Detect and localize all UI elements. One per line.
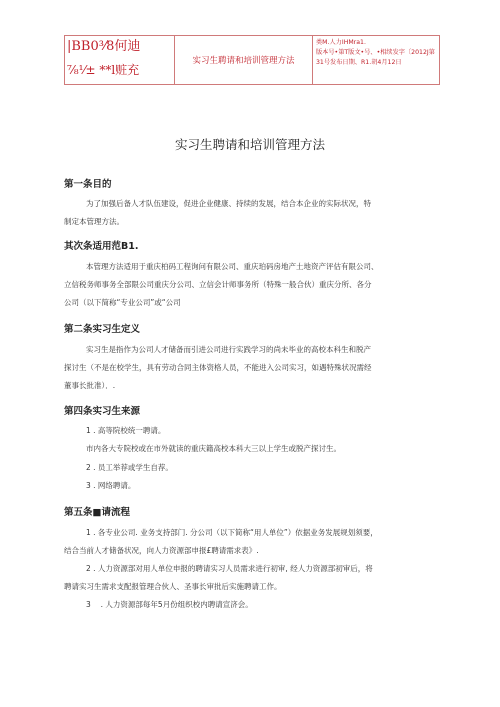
paragraph-line: 3 . 网络聘请。: [86, 481, 136, 490]
meta-issue-date: 31号发布日期、R1.胡4月12日: [316, 59, 402, 66]
paragraph-line: 结合当前人才储备状况，向人力资源部申报£聘请需求表》.: [64, 546, 259, 555]
paragraph-line: 制定本管理方法。: [64, 217, 124, 226]
paragraph-line: 董事长批准）．.: [64, 381, 116, 390]
paragraph-line: 聘请实习生需求支配报管理合伙人、圣事长审批后实施聘请工作。: [64, 582, 282, 591]
paragraph-line: 1 . 高等院校统一聘请。: [86, 426, 166, 435]
section-heading: 第二条实习生定义: [64, 324, 141, 335]
header-document-meta: [313, 36, 439, 84]
company-logo: [65, 36, 175, 84]
meta-category: 类M.人力IHMra1.: [316, 39, 366, 46]
paragraph-line: 为了加强后备人才队伍建设，促进企业健康、持续的发展，结合本企业的实际状况，特: [86, 199, 371, 208]
paragraph-line: 实习生是指作为公司人才储备而引进公司进行实践学习的尚未毕业的高校本科生和脱产: [86, 345, 371, 354]
page-title: 实习生聘请和培训管理方法: [174, 137, 325, 152]
meta-version: 版本号•第T版文•号、•相续发字〔2012J第: [316, 49, 435, 56]
paragraph-line: 立信税务师事务全部限公司重庆分公司、立信会计师事务所（特殊一般合伙）重庆分所、各分: [64, 280, 372, 289]
header-document-title: 实习生聘请和培训管理方法: [175, 36, 313, 84]
section-heading: 第一条目的: [64, 179, 112, 190]
logo-line-2: ⅞⅟± **l赃充: [67, 63, 140, 77]
section-heading: 第五条■请流程: [64, 507, 130, 518]
paragraph-line: 2 . 人力资源部对用人单位申报的聘请实习人员需求进行初审, 经人力资源部初审后，将: [86, 564, 373, 573]
paragraph-line: 市内各大专院校或在市外就读的重庆籍高校本科大三以上学生或脱产探讨生。: [86, 444, 341, 453]
paragraph-line: 公司（以下简称“专业公司”或“公司: [64, 298, 181, 307]
section-heading: 第四条实习生来源: [64, 406, 141, 417]
paragraph-line: 探讨生（不是在校学生，具有劳动合同主体资格人员，不能进入公司实习，如遇特殊状况需经: [64, 363, 372, 372]
paragraph-line: 1 . 各专业公司. 业务支持部门. 分公司（以下简称“用人单位”）依据业务发展规划须要，: [86, 528, 378, 537]
document-header-table: [64, 35, 440, 85]
section-heading: 其次条适用范B1.: [64, 241, 139, 252]
paragraph-line: 本管理方法适用于重庆柏码工程询问有限公司、重庆珀码房地产土地资产评估有限公司、: [86, 262, 379, 271]
paragraph-line: 3 . 人力资源部每年5月份组织校内聘请宣济会。: [86, 600, 253, 609]
logo-line-1: |BB0³⁄8何迪: [67, 39, 141, 54]
paragraph-line: 2 . 员工举荐或学生自荐。: [86, 463, 173, 472]
